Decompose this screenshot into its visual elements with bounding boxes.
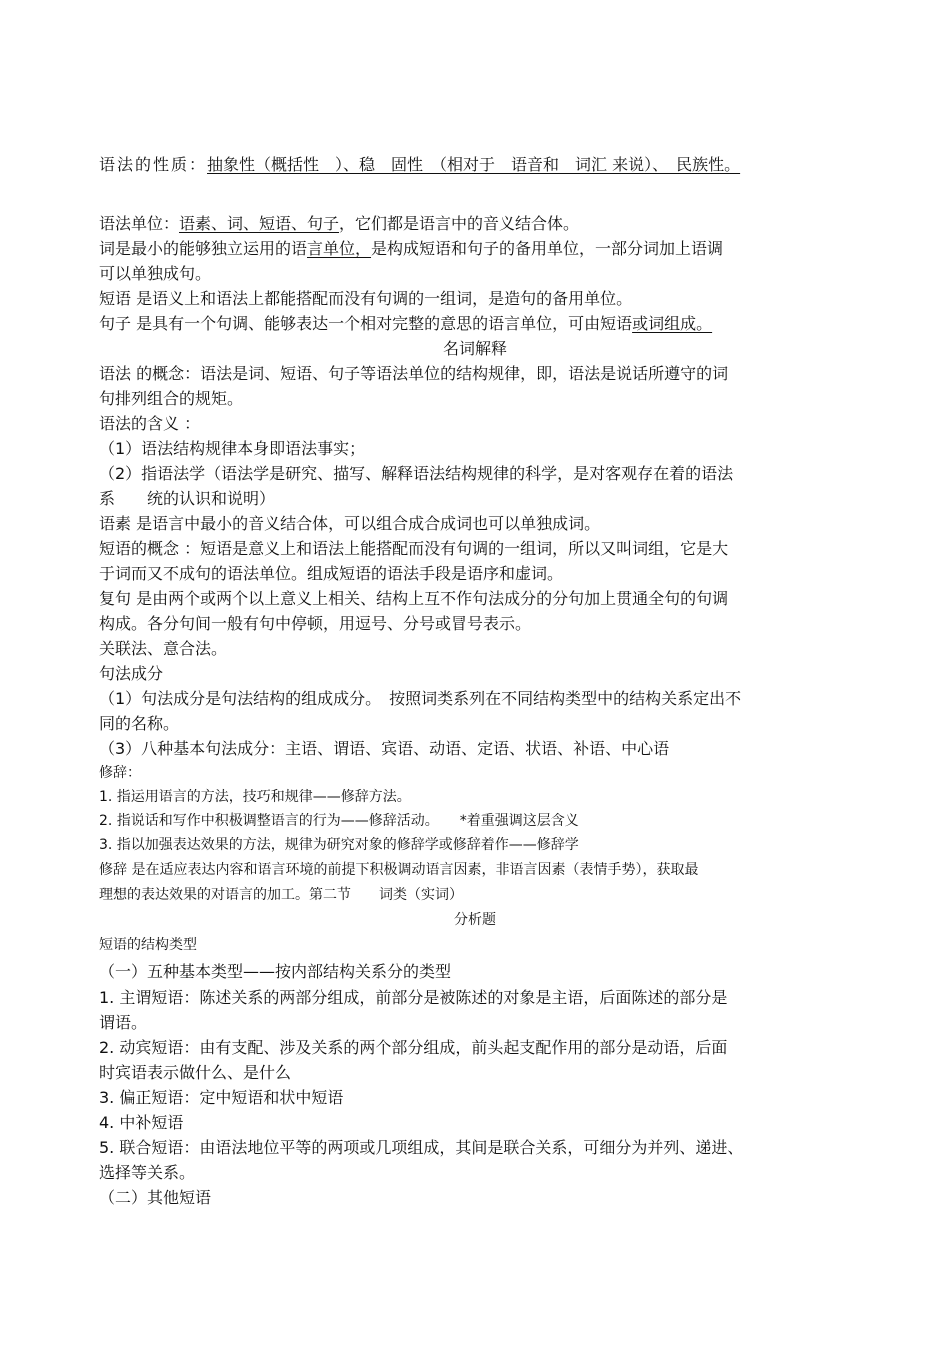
- list-item: 3. 偏正短语：定中短语和状中短语: [99, 1088, 344, 1107]
- text-line: （3）八种基本句法成分：主语、谓语、宾语、动语、定语、状语、补语、中心语: [99, 739, 670, 758]
- paragraph-grammar-units: [99, 211, 579, 234]
- label-grammar-units: 语法单位：: [99, 214, 180, 233]
- text-line: （二）其他短语: [99, 1188, 212, 1207]
- grammar-units-list: 语素、词、短语、句子: [179, 214, 340, 233]
- text-line: （2）指语法学（语法学是研究、描写、解释语法结构规律的科学，是对客观存在着的语法: [99, 464, 734, 483]
- paragraph-grammar-nature: [99, 152, 740, 175]
- text-line: 关联法、意合法。: [99, 639, 228, 658]
- label-grammar-nature: 语法的性质：: [99, 155, 208, 174]
- section-heading: 修辞：: [99, 765, 141, 781]
- text-line: （一）五种基本类型——按内部结构关系分的类型: [99, 962, 452, 981]
- text-line: 短语的概念 ：短语是意义上和语法上能搭配而没有句调的一组词，所以又叫词组，它是大: [99, 539, 729, 558]
- list-item: 2. 指说话和写作中积极调整语言的行为——修辞活动。 *着重强调这层含义: [99, 813, 579, 829]
- section-heading: 名词解释: [442, 339, 507, 358]
- section-heading: 分析题: [454, 912, 496, 928]
- list-item: 2. 动宾短语：由有支配、涉及关系的两个部分组成，前头起支配作用的部分是动语，后面: [99, 1038, 728, 1057]
- section-heading: 句法成分: [99, 664, 164, 683]
- text-line: 句排列组合的规矩。: [99, 389, 244, 408]
- text-line: 理想的表达效果的对语言的加工。第二节 词类（实词）: [99, 887, 463, 903]
- underlined-segment: 言单位，: [307, 239, 372, 258]
- text-line: 修辞 是在适应表达内容和语言环境的前提下积极调动语言因素，非语言因素（表情手势），获取最: [99, 862, 699, 878]
- text-line: 选择等关系。: [99, 1163, 196, 1182]
- text-segment: 句子 是具有一个句调、能够表达一个相对完整的意思的语言单位，可由短语: [99, 314, 633, 333]
- text-line: （1）语法结构规律本身即语法事实；: [99, 439, 366, 458]
- grammar-nature-text: 抽象性（概括性 ）、稳 固性 （相对于 语音和 词汇 来说）、 民族性。: [207, 155, 741, 174]
- text-line: 语法的含义 ：: [99, 414, 201, 433]
- text-line: 时宾语表示做什么、是什么: [99, 1063, 292, 1082]
- text-line: [99, 311, 712, 334]
- list-item: 3. 指以加强表达效果的方法，规律为研究对象的修辞学或修辞着作——修辞学: [99, 837, 579, 853]
- text-line: [99, 236, 723, 259]
- grammar-units-rest: ，它们都是语言中的音义结合体。: [339, 214, 580, 233]
- text-line: 构成。各分句间一般有句中停顿，用逗号、分号或冒号表示。: [99, 614, 532, 633]
- text-line: 系 统的认识和说明）: [99, 489, 276, 508]
- text-line: 同的名称。: [99, 714, 180, 733]
- list-item: 4. 中补短语: [99, 1113, 184, 1132]
- text-line: 短语 是语义上和语法上都能搭配而没有句调的一组词，是造句的备用单位。: [99, 289, 633, 308]
- text-segment: 是构成短语和句子的备用单位，一部分词加上语调: [371, 239, 724, 258]
- list-item: 1. 主谓短语：陈述关系的两部分组成，前部分是被陈述的对象是主语，后面陈述的部分是: [99, 988, 728, 1007]
- text-line: 语素 是语言中最小的音义结合体，可以组合成合成词也可以单独成词。: [99, 514, 601, 533]
- underlined-segment: 或词组成。: [632, 314, 713, 333]
- list-item: 1. 指运用语言的方法，技巧和规律——修辞方法。: [99, 789, 411, 805]
- text-segment: 词是最小的能够独立运用的语: [99, 239, 308, 258]
- text-line: 可以单独成句。: [99, 264, 212, 283]
- text-line: 语法 的概念：语法是词、短语、句子等语法单位的结构规律，即，语法是说话所遵守的词: [99, 364, 729, 383]
- text-line: 谓语。: [99, 1013, 148, 1032]
- text-line: 复句 是由两个或两个以上意义上相关、结构上互不作句法成分的分句加上贯通全句的句调: [99, 589, 729, 608]
- list-item: 5. 联合短语：由语法地位平等的两项或几项组成，其间是联合关系，可细分为并列、递进、: [99, 1138, 744, 1157]
- text-line: （1）句法成分是句法结构的组成成分。 按照词类系列在不同结构类型中的结构关系定出不: [99, 689, 742, 708]
- section-heading: 短语的结构类型: [99, 937, 197, 953]
- text-line: 于词而又不成句的语法单位。组成短语的语法手段是语序和虚词。: [99, 564, 564, 583]
